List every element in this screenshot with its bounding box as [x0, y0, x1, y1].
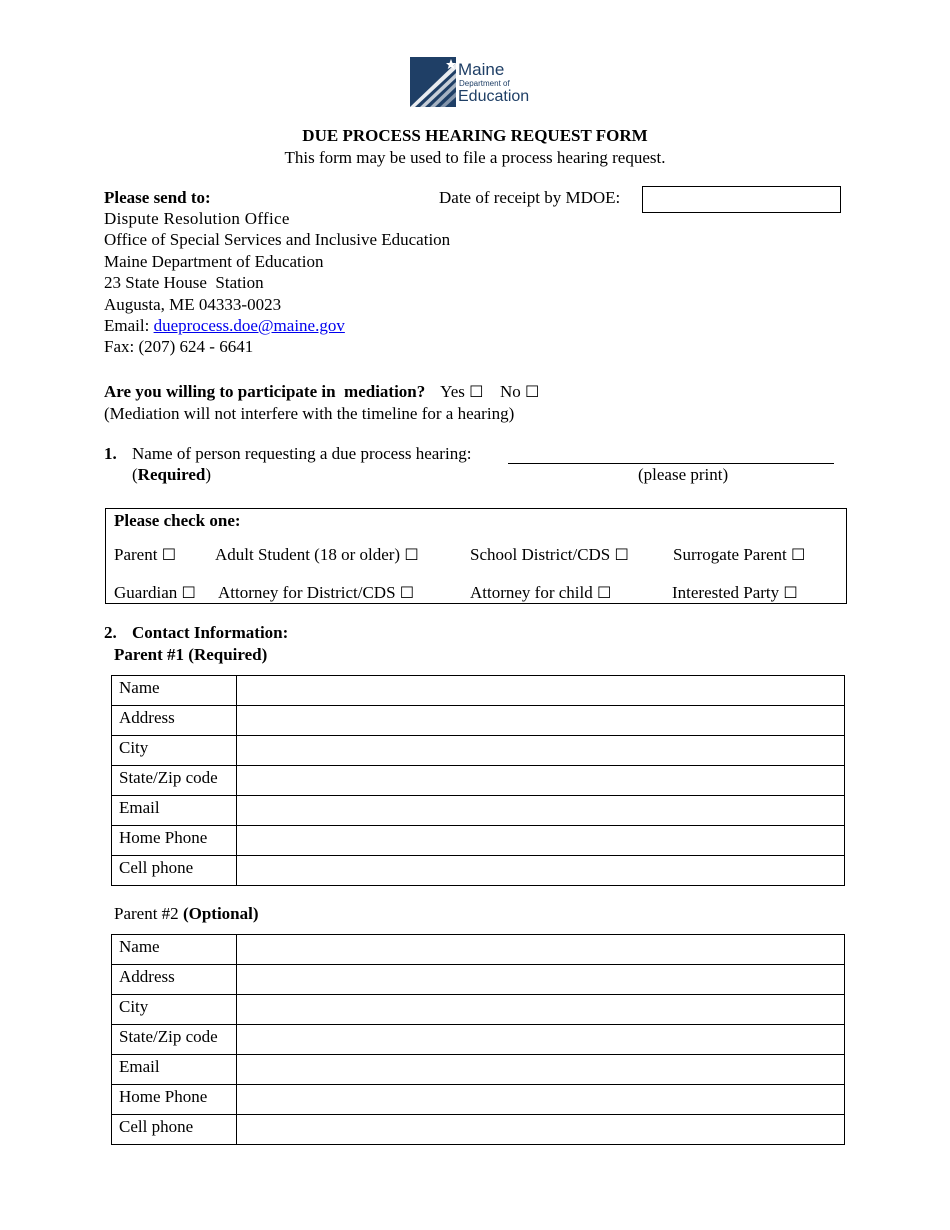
field-label: State/Zip code — [112, 766, 237, 796]
print-hint: (please print) — [638, 465, 729, 484]
field-label: Cell phone — [112, 856, 237, 886]
parent2-cell-phone-input[interactable] — [237, 1115, 844, 1142]
option-guardian[interactable]: Guardian ☐ — [114, 583, 196, 602]
fax-line: Fax: (207) 624 - 6641 — [104, 337, 254, 356]
logo-emblem-icon — [410, 57, 456, 107]
receipt-date-field[interactable] — [642, 186, 841, 213]
section1-number: 1. — [104, 444, 117, 463]
requester-name-field[interactable] — [508, 443, 834, 464]
mediation-yes-checkbox[interactable]: ☐ — [469, 382, 484, 401]
field-label: Address — [112, 706, 237, 736]
address-line: Dispute Resolution Office — [104, 209, 290, 228]
parent2-address-input[interactable] — [237, 965, 844, 992]
maine-doe-logo — [410, 57, 552, 107]
field-label: Home Phone — [112, 826, 237, 856]
email-line — [104, 315, 345, 336]
field-label: Name — [112, 676, 237, 706]
table-row — [112, 1115, 845, 1145]
mediation-yes-label: Yes — [440, 382, 465, 401]
parent2-name-input[interactable] — [237, 935, 844, 962]
table-row — [112, 826, 845, 856]
option-interested-party[interactable]: Interested Party ☐ — [672, 583, 798, 602]
field-label: Email — [112, 796, 237, 826]
parent2-state-zip-input[interactable] — [237, 1025, 844, 1052]
table-row — [112, 736, 845, 766]
field-label: Home Phone — [112, 1085, 237, 1115]
email-label: Email: — [104, 316, 154, 335]
parent2-email-input[interactable] — [237, 1055, 844, 1082]
field-label: Name — [112, 935, 237, 965]
page-subtitle: This form may be used to file a process hearing request. — [284, 148, 666, 167]
field-label: City — [112, 995, 237, 1025]
field-label: City — [112, 736, 237, 766]
section2-heading: Contact Information: — [132, 623, 289, 642]
table-row — [112, 1085, 845, 1115]
address-line: Maine Department of Education — [104, 252, 324, 271]
parent2-city-input[interactable] — [237, 995, 844, 1022]
mediation-note: (Mediation will not interfere with the timeline for a hearing) — [104, 404, 515, 423]
option-adult-student[interactable]: Adult Student (18 or older) ☐ — [215, 545, 419, 564]
table-row — [112, 796, 845, 826]
parent1-state-zip-input[interactable] — [237, 766, 844, 793]
section1-label: Name of person requesting a due process hearing: — [132, 444, 472, 463]
field-label: Email — [112, 1055, 237, 1085]
parent1-heading: Parent #1 (Required) — [114, 645, 268, 664]
address-line: Augusta, ME 04333-0023 — [104, 295, 282, 314]
mediation-no-label: No — [499, 382, 521, 401]
table-row — [112, 676, 845, 706]
option-checkbox[interactable]: ☐ — [404, 545, 419, 564]
option-checkbox[interactable]: ☐ — [783, 583, 798, 602]
option-checkbox[interactable]: ☐ — [614, 545, 629, 564]
parent1-contact-table — [111, 675, 845, 886]
section1-required: (Required) — [132, 465, 212, 484]
option-school-district[interactable]: School District/CDS ☐ — [470, 545, 629, 564]
option-surrogate-parent[interactable]: Surrogate Parent ☐ — [673, 545, 806, 564]
parent1-city-input[interactable] — [237, 736, 844, 763]
email-link[interactable]: dueprocess.doe@maine.gov — [153, 316, 345, 335]
section2-number: 2. — [104, 623, 117, 642]
option-checkbox[interactable]: ☐ — [791, 545, 806, 564]
option-checkbox[interactable]: ☐ — [597, 583, 612, 602]
send-to-heading: Please send to: — [104, 188, 211, 207]
check-one-heading: Please check one: — [114, 511, 241, 530]
parent1-home-phone-input[interactable] — [237, 826, 844, 853]
table-row — [112, 856, 845, 886]
option-checkbox[interactable]: ☐ — [181, 583, 196, 602]
mediation-row — [104, 381, 539, 402]
logo-text-department: Department of — [459, 79, 510, 88]
parent2-heading: Parent #2 (Optional) — [114, 904, 259, 923]
logo-text-education: Education — [458, 88, 530, 105]
parent1-email-input[interactable] — [237, 796, 844, 823]
field-label: State/Zip code — [112, 1025, 237, 1055]
table-row — [112, 766, 845, 796]
option-attorney-child[interactable]: Attorney for child ☐ — [470, 583, 612, 602]
table-row — [112, 706, 845, 736]
table-row — [112, 965, 845, 995]
option-checkbox[interactable]: ☐ — [161, 545, 177, 564]
parent2-contact-table — [111, 934, 845, 1145]
field-label: Address — [112, 965, 237, 995]
parent2-home-phone-input[interactable] — [237, 1085, 844, 1112]
table-row — [112, 995, 845, 1025]
parent1-name-input[interactable] — [237, 676, 844, 703]
mediation-no-checkbox[interactable]: ☐ — [525, 382, 540, 401]
parent1-address-input[interactable] — [237, 706, 844, 733]
option-checkbox[interactable]: ☐ — [399, 583, 415, 602]
table-row — [112, 935, 845, 965]
table-row — [112, 1025, 845, 1055]
parent1-cell-phone-input[interactable] — [237, 856, 844, 883]
field-label: Cell phone — [112, 1115, 237, 1145]
address-line: 23 State House Station — [104, 273, 264, 292]
logo-text-maine: Maine — [458, 60, 505, 79]
option-parent[interactable]: Parent ☐ — [114, 545, 177, 564]
page-title: DUE PROCESS HEARING REQUEST FORM — [302, 126, 648, 145]
table-row — [112, 1055, 845, 1085]
option-attorney-district[interactable]: Attorney for District/CDS ☐ — [218, 583, 415, 602]
receipt-label: Date of receipt by MDOE: — [439, 188, 621, 207]
address-line: Office of Special Services and Inclusive Education — [104, 230, 451, 249]
mediation-question: Are you willing to participate in mediation? — [104, 382, 426, 401]
